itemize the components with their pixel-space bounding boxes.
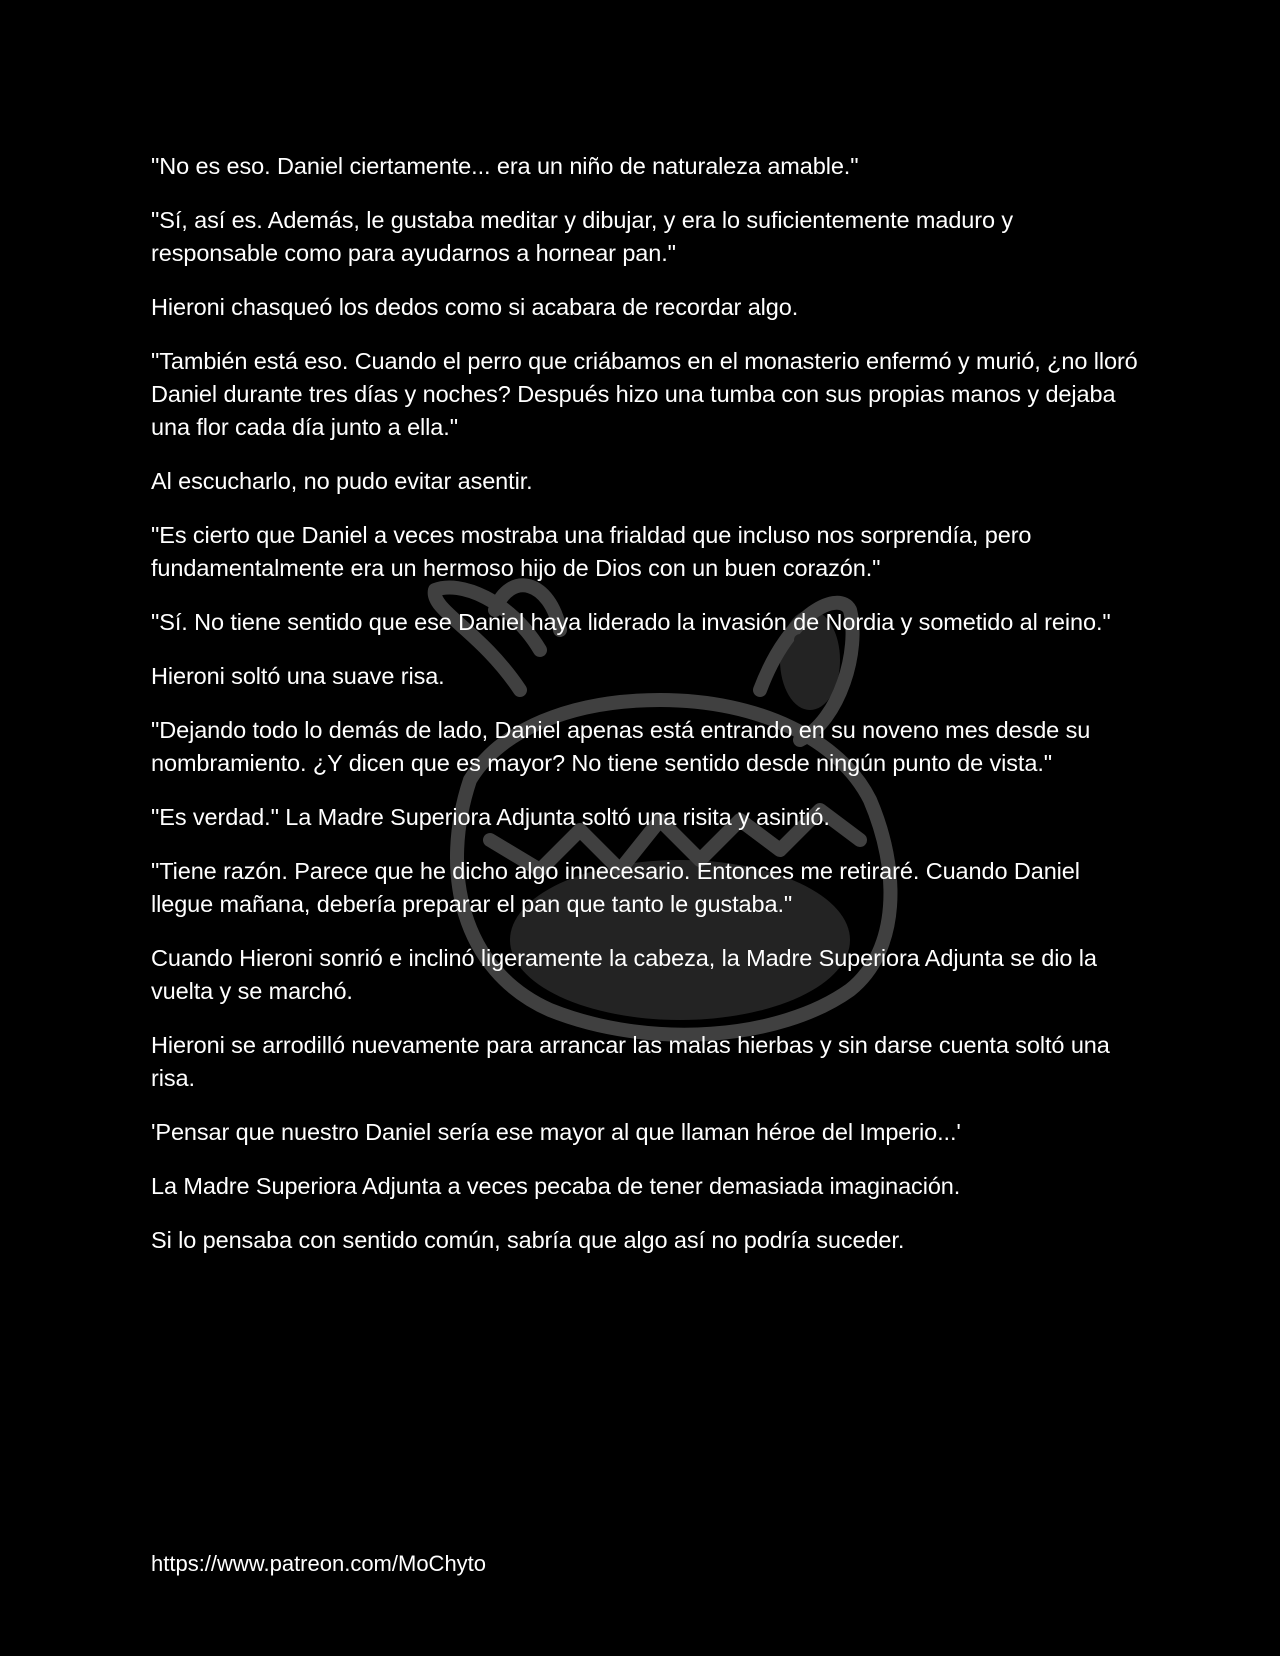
paragraph: "Es verdad." La Madre Superiora Adjunta soltó una risita y asintió. xyxy=(151,804,830,830)
paragraph: Hieroni soltó una suave risa. xyxy=(151,663,445,689)
paragraph: 'Pensar que nuestro Daniel sería ese mayor al que llaman héroe del Imperio...' xyxy=(151,1119,961,1145)
paragraph: "Es cierto que Daniel a veces mostraba una frialdad que incluso nos sorprendía, pero fundamentalmente era un hermoso hijo de Dios con un buen corazón." xyxy=(151,522,1032,581)
paragraph: "No es eso. Daniel ciertamente... era un niño de naturaleza amable." xyxy=(151,153,859,179)
paragraph: Si lo pensaba con sentido común, sabría que algo así no podría suceder. xyxy=(151,1227,905,1253)
paragraph: "Dejando todo lo demás de lado, Daniel apenas está entrando en su noveno mes desde su nombramiento. ¿Y dicen que es mayor? No tiene sentido desde ningún punto de vista." xyxy=(151,717,1091,776)
paragraph: "También está eso. Cuando el perro que criábamos en el monasterio enfermó y murió, ¿no lloró Daniel durante tres días y noches? Después hizo una tumba con sus propias manos y dejaba una flor cada día junto a ella." xyxy=(151,348,1138,440)
paragraph: "Sí, así es. Además, le gustaba meditar y dibujar, y era lo suficientemente maduro y responsable como para ayudarnos a hornear pan." xyxy=(151,207,1014,266)
paragraph: Cuando Hieroni sonrió e inclinó ligeramente la cabeza, la Madre Superiora Adjunta se dio la vuelta y se marchó. xyxy=(151,945,1097,1004)
paragraph: Al escucharlo, no pudo evitar asentir. xyxy=(151,468,533,494)
paragraph: Hieroni chasqueó los dedos como si acabara de recordar algo. xyxy=(151,294,799,320)
paragraph: La Madre Superiora Adjunta a veces pecaba de tener demasiada imaginación. xyxy=(151,1173,961,1199)
patreon-link[interactable]: https://www.patreon.com/MoChyto xyxy=(151,1551,487,1576)
paragraph: "Sí. No tiene sentido que ese Daniel haya liderado la invasión de Nordia y sometido al reino." xyxy=(151,609,1111,635)
paragraph: "Tiene razón. Parece que he dicho algo innecesario. Entonces me retiraré. Cuando Daniel llegue mañana, debería preparar el pan que tanto le gustaba." xyxy=(151,858,1080,917)
paragraph: Hieroni se arrodilló nuevamente para arrancar las malas hierbas y sin darse cuenta soltó una risa. xyxy=(151,1032,1110,1091)
story-text xyxy=(151,150,1141,1278)
